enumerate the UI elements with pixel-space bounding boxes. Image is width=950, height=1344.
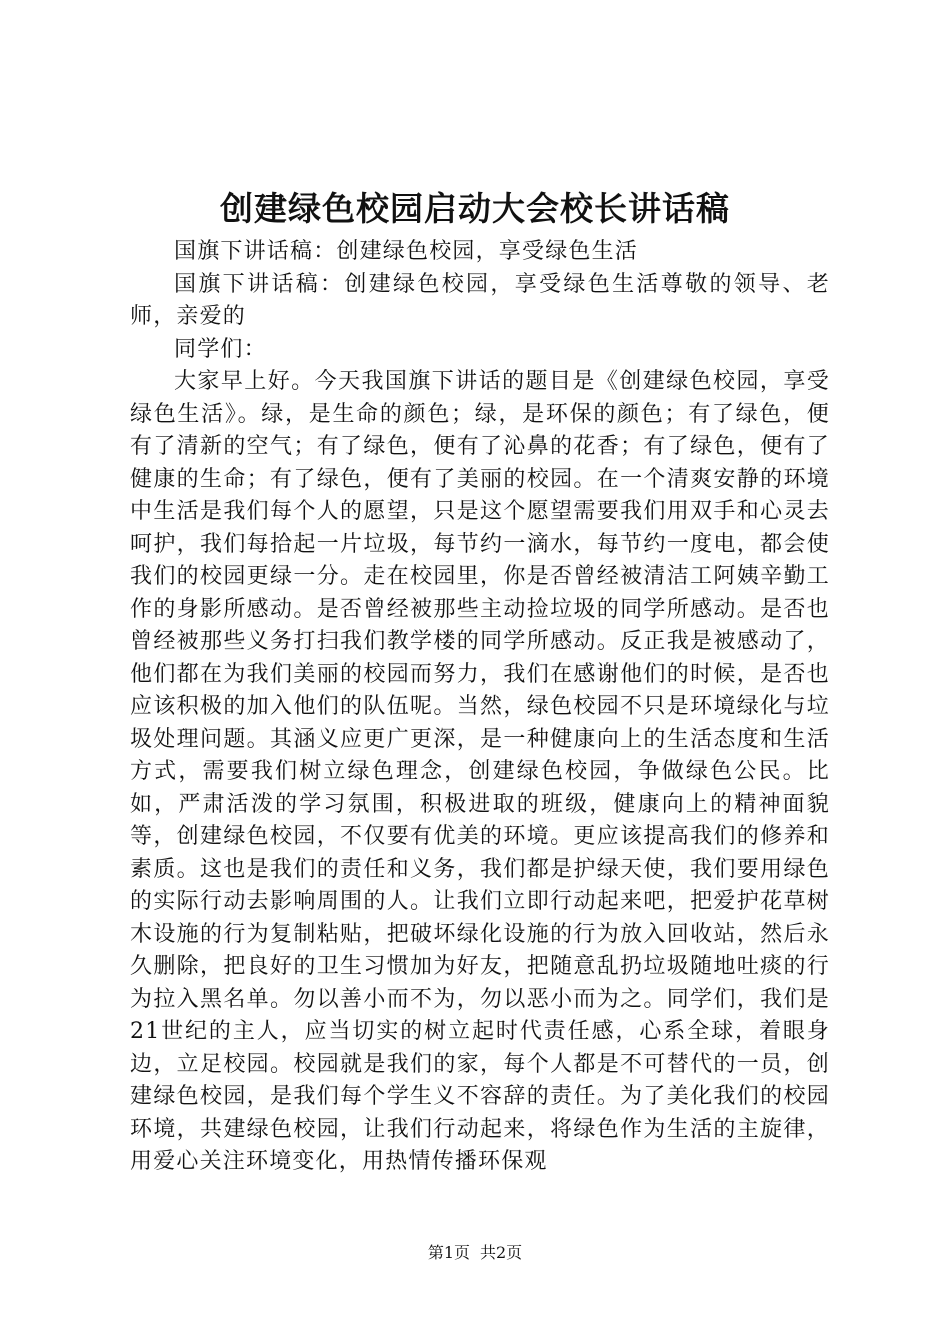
page-footer	[0, 1241, 950, 1265]
document-title: 创建绿色校园启动大会校长讲话稿	[220, 189, 730, 228]
body-paragraph: 国旗下讲话稿：创建绿色校园，享受绿色生活尊敬的领导、老师，亲爱的	[130, 271, 830, 329]
page-number: 第1页	[427, 1243, 470, 1262]
body-paragraph: 同学们：	[174, 336, 267, 362]
document-body	[130, 236, 830, 1179]
body-paragraph: 大家早上好。今天我国旗下讲话的题目是《创建绿色校园，享受绿色生活》。绿，是生命的颜色；绿，是环保的颜色；有了绿色，便有了清新的空气；有了绿色，便有了沁鼻的花香；有了绿色，便有了健康的生命；有了绿色，便有了美丽的校园。在一个清爽安静的环境中生活是我们每个人的愿望，只是这个愿望需要我们用双手和心灵去呵护，我们每拾起一片垃圾，每节约一滴水，每节约一度电，都会使我们的校园更绿一分。走在校园里，你是否曾经被清洁工阿姨辛勤工作的身影所感动。是否曾经被那些主动捡垃圾的同学所感动。是否也曾经被那些义务打扫我们教学楼的同学所感动。反正我是被感动了，他们都在为我们美丽的校园而努力，我们在感谢他们的时候，是否也应该积极的加入他们的队伍呢。当然，绿色校园不只是环境绿化与垃圾处理问题。其涵义应更广更深，是一种健康向上的生活态度和生活方式，需要我们树立绿色理念，创建绿色校园，争做绿色公民。比如，严肃活泼的学习氛围，积极进取的班级，健康向上的精神面貌等，创建绿色校园，不仅要有优美的环境。更应该提高我们的修养和素质。这也是我们的责任和义务，我们都是护绿天使，我们要用绿色的实际行动去影响周围的人。让我们立即行动起来吧，把爱护花草树木设施的行为复制粘贴，把破坏绿化设施的行为放入回收站，然后永久删除，把良好的卫生习惯加为好友，把随意乱扔垃圾随地吐痰的行为拉入黑名单。勿以善小而不为，勿以恶小而为之。同学们，我们是21世纪的主人，应当切实的树立起时代责任感，心系全球，着眼身边，立足校园。校园就是我们的家，每个人都是不可替代的一员，创建绿色校园，是我们每个学生义不容辞的责任。为了美化我们的校园环境，共建绿色校园，让我们行动起来，将绿色作为生活的主旋律，用爱心关注环境变化，用热情传播环保观	[130, 369, 830, 1174]
body-paragraph: 国旗下讲话稿：创建绿色校园，享受绿色生活	[174, 239, 639, 264]
page-total: 共2页	[480, 1243, 523, 1262]
